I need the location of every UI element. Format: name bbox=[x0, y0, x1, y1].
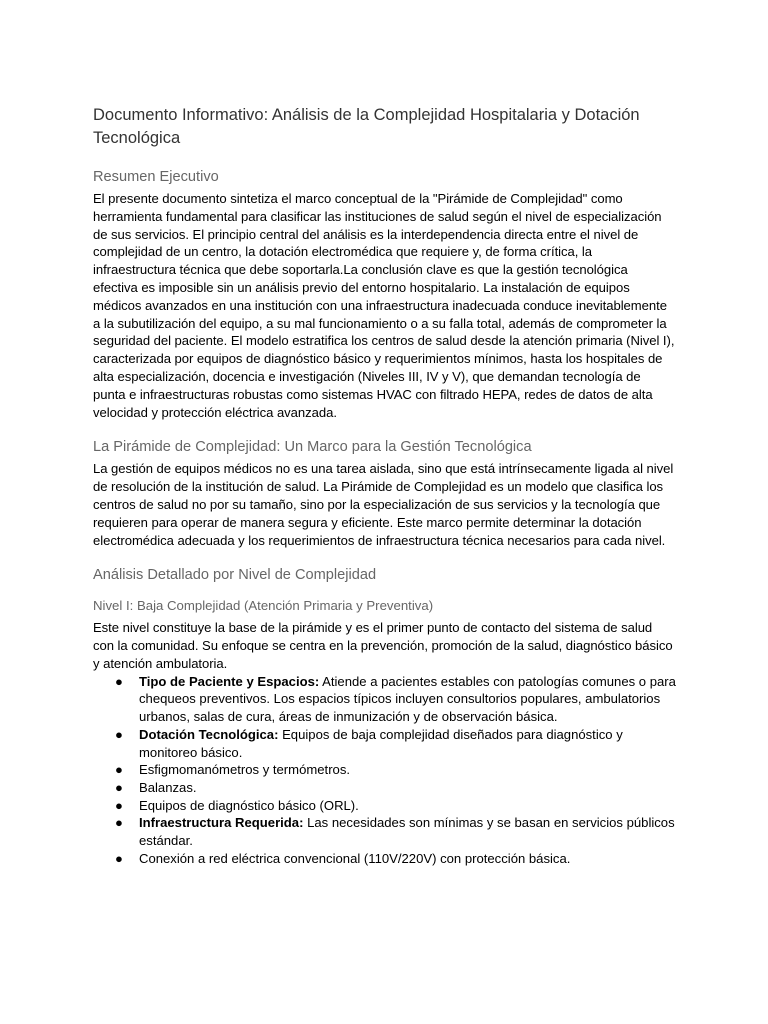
bullet-label: Infraestructura Requerida: bbox=[139, 815, 304, 831]
heading-level-1: Nivel I: Baja Complejidad (Atención Primaria y Preventiva) bbox=[93, 598, 434, 614]
list-item bbox=[115, 814, 676, 849]
bullet-icon: ● bbox=[115, 762, 123, 778]
paragraph-pyramid: La gestión de equipos médicos no es una tarea aislada, sino que está intrínsecamente ligada al nivel de resolución de la institución de salud. La Pirámide de Complejidad es un modelo que clasifica los centros de salud no por su tamaño, sino por la especialización de sus servicios y la tecnología que requieren para operar de manera segura y eficiente. Este marco permite determinar la dotación electromédica adecuada y los requerimientos de infraestructura técnica necesarios para cada nivel. bbox=[93, 461, 674, 548]
bullet-label: Tipo de Paciente y Espacios: bbox=[139, 673, 320, 689]
paragraph-executive-summary: El presente documento sintetiza el marco conceptual de la "Pirámide de Complejidad" como herramienta fundamental para clasificar las instituciones de salud según el nivel de especialización de sus servicios. El principio central del análisis es la interdependencia directa entre el nivel de complejidad de un centro, la dotación electromédica que requiere y, de forma crítica, la infraestructura técnica que debe soportarla.La conclusión clave es que la gestión tecnológica efectiva es imposible sin un análisis previo del entorno hospitalario. La instalación de equipos médicos avanzados en una institución con una infraestructura inadecuada conduce inevitablemente a la subutilización del equipo, a su mal funcionamiento o a su falla total, además de comprometer la seguridad del paciente. El modelo estratifica los centros de salud desde la atención primaria (Nivel I), caracterizada por equipos de diagnóstico básico y requerimientos mínimos, hasta los hospitales de alta especialización, docencia e investigación (Niveles III, IV y V), que demandan tecnología de punta e infraestructuras robustas como sistemas HVAC con filtrado HEPA, redes de datos de alta velocidad y protección eléctrica avanzada. bbox=[93, 191, 675, 420]
bullet-icon: ● bbox=[115, 779, 123, 795]
paragraph-level-1-intro: Este nivel constituye la base de la pirámide y es el primer punto de contacto del sistema de salud con la comunidad. Su enfoque se centra en la prevención, promoción de la salud, diagnóstico básico y atención ambulatoria. bbox=[93, 620, 673, 671]
bullet-text: Esfigmomanómetros y termómetros. bbox=[139, 762, 351, 778]
bullet-icon: ● bbox=[115, 797, 123, 813]
bullet-text: Equipos de diagnóstico básico (ORL). bbox=[139, 797, 359, 813]
bullet-icon: ● bbox=[115, 850, 123, 866]
list-item bbox=[115, 797, 676, 815]
heading-detailed-analysis: Análisis Detallado por Nivel de Complejidad bbox=[93, 567, 377, 584]
heading-pyramid: La Pirámide de Complejidad: Un Marco para la Gestión Tecnológica bbox=[93, 439, 532, 456]
bullet-label: Dotación Tecnológica: bbox=[139, 726, 279, 742]
list-item bbox=[115, 673, 676, 726]
level-1-bullet-list bbox=[93, 673, 676, 868]
list-item bbox=[115, 726, 676, 761]
bullet-text: Conexión a red eléctrica convencional (110V/220V) con protección básica. bbox=[139, 850, 571, 866]
bullet-text: Balanzas. bbox=[139, 779, 197, 795]
bullet-icon: ● bbox=[115, 673, 123, 689]
bullet-icon: ● bbox=[115, 726, 123, 742]
document-title: Documento Informativo: Análisis de la Complejidad Hospitalaria y Dotación Tecnológica bbox=[93, 106, 640, 147]
heading-executive-summary: Resumen Ejecutivo bbox=[93, 169, 219, 185]
list-item bbox=[115, 761, 676, 779]
document-page bbox=[93, 104, 676, 867]
list-item bbox=[115, 779, 676, 797]
bullet-text: Las necesidades son mínimas y se basan en servicios públicos estándar. bbox=[139, 815, 675, 849]
list-item bbox=[115, 850, 676, 868]
bullet-icon: ● bbox=[115, 815, 123, 831]
bullet-text: Equipos de baja complejidad diseñados para diagnóstico y monitoreo básico. bbox=[139, 726, 623, 760]
bullet-text: Atiende a pacientes estables con patologías comunes o para chequeos preventivos. Los espacios típicos incluyen consultorios populares, ambulatorios urbanos, salas de cura, áreas de inmunización y de observación básica. bbox=[139, 673, 676, 725]
